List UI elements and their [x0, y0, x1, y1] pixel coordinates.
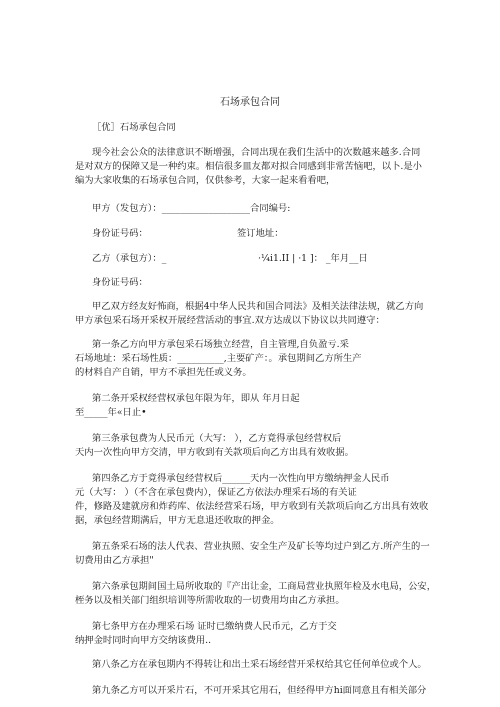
paragraph-line: 第一条乙方向甲方承包采石场独立经营，自主管理,自负盈亏.采: [92, 339, 349, 350]
paragraph-line: 件，修路及建就房和炸药库、依法经营采石场，甲方收到有关款项后向乙方出具有效收: [75, 501, 429, 512]
paragraph-line: 第五条采石场的法人代表、营业执照、安全生产及矿长等均过户到乙方.所产生的一: [92, 541, 430, 552]
paragraph-line: 第九条乙方可以开采片石，不可开采其它用石，但经得甲方hi面同意且有相关部分: [92, 685, 427, 696]
paragraph-line: 第二条开采权经营权承包年限为年，即从 年月日起: [92, 393, 300, 404]
paragraph-line: 桎务以及相关部门组织培训等所需收取的一切费用均由乙方承担。: [75, 595, 345, 606]
paragraph-line: 石场地址：采石场性质：__________,主要矿产：。承包期间乙方所生产: [75, 353, 362, 364]
party-b-field: 乙方（承包方）：_: [92, 253, 167, 264]
paragraph-line: 第六条承包期间国土局所收取的『产出让金，工商局营业执照年检及水电局，公安，: [92, 581, 436, 592]
paragraph-line: 第三条承包费为人民币元（大写： ），乙方竟得承包经营权后: [92, 433, 342, 444]
source-tag: ［优］石场承包合同: [92, 122, 176, 133]
sign-place-field: 签订地址：: [237, 228, 284, 239]
paragraph-line: 第七条甲方在办理采石场 证时已缴纳费人民币元，乙方于交: [92, 621, 337, 632]
paragraph-line: 切费用由乙方承担": [75, 555, 154, 566]
party-a-field: 甲方（发包方）：___________________合同编号:: [92, 203, 291, 214]
intro-line: 是对双方的保障又是一种约束。相信很多皿友都对拟合同感到非常苦恼吧，以卜.是小: [75, 161, 422, 172]
intro-line: 现今社会公众的法律意识不断增强，合同出现在我们生活中的次数越来越多.合同: [92, 147, 421, 158]
paragraph-line: 的材料自产自销，甲方不承担先任或义务。: [75, 367, 252, 378]
intro-line: 编为大家收集的石场承包合同，仅供参考，大家一起来看看吧，: [75, 175, 336, 186]
paragraph-line: 据，承包经营期满后，甲方无息退还收取的押金。: [75, 515, 280, 526]
paragraph-line: 第四条乙方于竟得承包经营权后______天内一次性向甲方缴纳押金人民币: [92, 473, 390, 484]
document-title: 石场承包合同: [220, 97, 280, 108]
paragraph-line: 纳押金时同时向甲方交纳该费用..: [75, 635, 212, 646]
paragraph-line: 至_____年«日止•: [75, 407, 147, 418]
paragraph-line: 第八条乙方在承包期内不得转让和出土采石场经营开采权给其它任何单位或个人。: [92, 659, 427, 670]
paragraph-line: 甲方承包采石场开采权开展经营活动的事宜.双方达成以下协议以共同遵守：: [75, 315, 385, 326]
party-b-date-field: ·¼i1.II | ·1 ]： _年月__日: [258, 253, 368, 264]
party-a-id-field: 身份证号码：: [92, 228, 148, 239]
party-b-id-field: 身份证号码：: [92, 277, 148, 288]
paragraph-line: 天内一次性向甲方交清，甲方收到有关款项后向乙方出具有效收据。: [75, 447, 354, 458]
paragraph-line: 元（大写： ）（不含在承包费内），保证乙方依法办理采石场的有关证: [75, 487, 357, 498]
paragraph-line: 甲乙双方经友好怖商，根据4中华人民共和国合同法》及相关法律法规，就乙方向: [92, 301, 424, 312]
